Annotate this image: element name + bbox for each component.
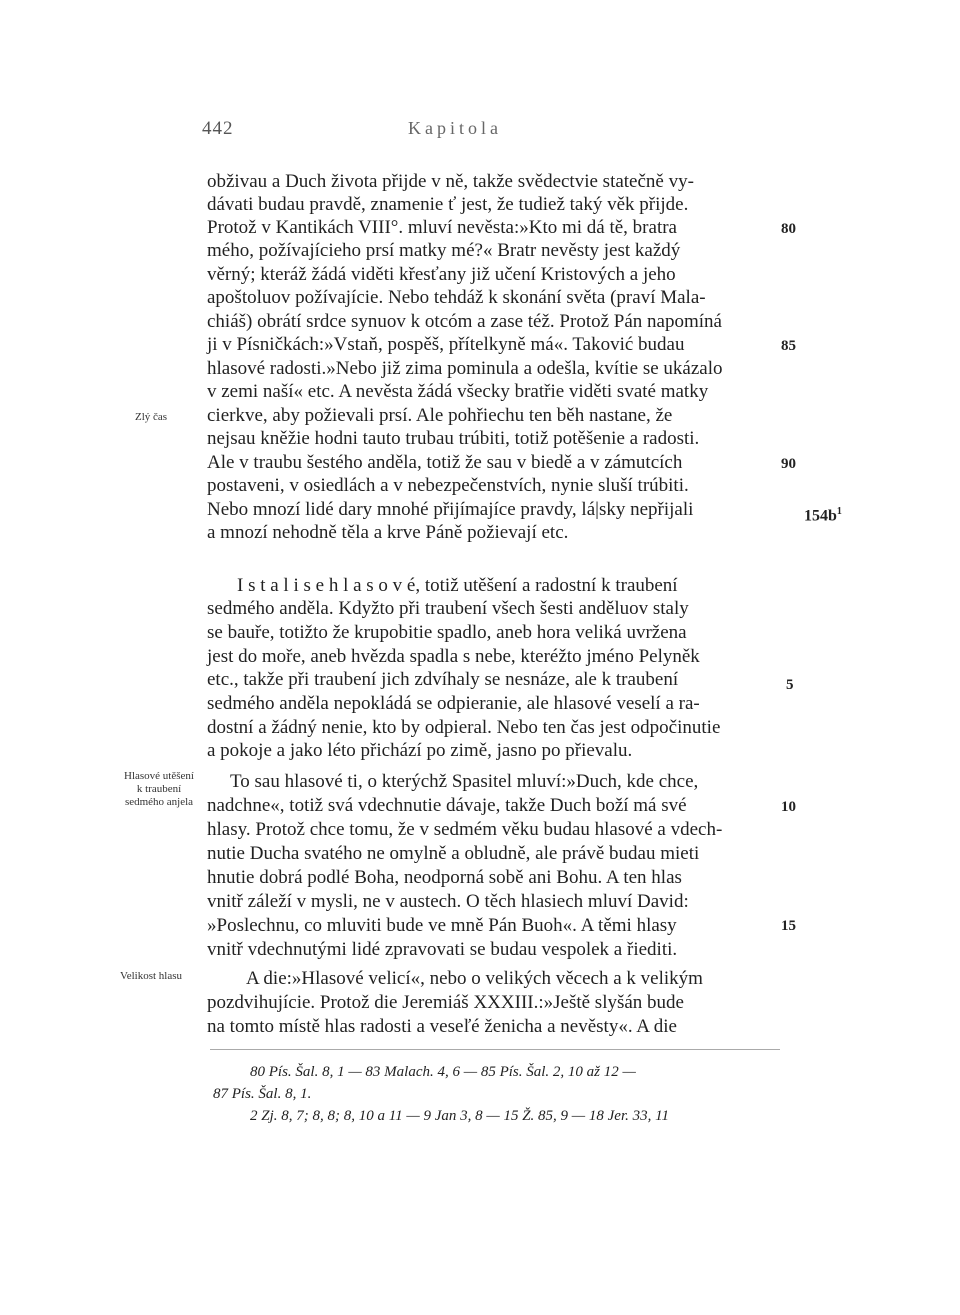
section-heading-line: I s t a l i s e h l a s o v é, totiž utěšení a radostní k traubení <box>237 575 678 596</box>
text-line: obživau a Duch života přijde v ně, takže svědectvie statečně vy- <box>207 171 694 192</box>
footnote-line: 87 Pís. Šal. 8, 1. <box>213 1086 312 1102</box>
text-line: a pokoje a jako léto přichází po zimě, jasno po přievalu. <box>207 740 633 761</box>
text-line: a mnozí nehodně těla a krve Páně požievají etc. <box>207 522 569 543</box>
margin-note-line: k traubení <box>136 783 182 795</box>
line-number: 10 <box>781 799 796 815</box>
line-number: 85 <box>781 338 796 354</box>
text-line: etc., takže při traubení jich zdvíhaly se nesnáze, ale k traubení <box>207 669 679 690</box>
text-line: apoštoluov požívajície. Nebo tehdáž k skonání světa (praví Mala- <box>207 287 706 308</box>
text-line: v zemi naší« etc. A nevěsta žádá všecky bratřie viděti svaté matky <box>207 381 709 402</box>
text-line: se bauře, totižto že krupobitie spadlo, aneb hora veliká uvržena <box>207 622 687 643</box>
text-line: jest do moře, aneb hvězda spadla s nebe, kteréžto jméno Pelyněk <box>207 646 700 667</box>
text-line: hnutie dobrá podlé Boha, neodporná sobě ani Bohu. A ten hlas <box>207 867 682 888</box>
text-line: A die:»Hlasové velicí«, nebo o velikých věcech a k velikým <box>246 968 703 989</box>
text-line: pozdvihujície. Protož die Jeremiáš XXXIII.:»Ještě slyšán bude <box>207 992 684 1013</box>
margin-note: Velikost hlasu <box>120 970 183 982</box>
text-line: nadchne«, totiž svá vdechnutie dávaje, takže Duch boží má své <box>207 795 687 816</box>
margin-note-line: sedmého anjela <box>124 796 194 808</box>
text-line: To sau hlasové ti, o kterýchž Spasitel mluví:»Duch, kde chce, <box>230 771 699 792</box>
text-line: nutie Ducha svatého ne omylně a obludně, ale právě budau mieti <box>207 843 700 864</box>
text-line: hlasové radosti.»Nebo již zima pominula a odešla, kvítie se ukázalo <box>207 358 723 379</box>
text-line: věrný; kteráž žádá viděti křesťany již učení Kristových a jeho <box>207 264 676 285</box>
text-line: vnitř vdechnutými lidé zpravovati se budau vespolek a řiediti. <box>207 939 678 960</box>
text-line: chiáš) obrátí srdce synuov k otcóm a zase též. Protož Pán napomíná <box>207 311 722 332</box>
folio-superscript: 1 <box>836 506 842 517</box>
margin-note <box>116 770 202 809</box>
text-line: »Poslechnu, co mluviti bude ve mně Pán Buoh«. A těmi hlasy <box>207 915 677 936</box>
text-line: postaveni, v osiedlách a v nebezpečenstvích, nynie sluší trúbiti. <box>207 475 689 496</box>
text-line: Nebo mnozí lidé dary mnohé přijímajíce pravdy, lá|sky nepřijali <box>207 499 694 520</box>
text-line: Protož v Kantikách VIII°. mluví nevěsta:»Kto mi dá tě, bratra <box>207 217 677 238</box>
line-number: 80 <box>781 221 796 237</box>
line-number: 15 <box>781 918 796 934</box>
text-line: sedmého anděla. Kdyžto při traubení všech šesti anděluov staly <box>207 598 689 619</box>
margin-note: Zlý čas <box>135 411 168 423</box>
footnote-line: 80 Pís. Šal. 8, 1 — 83 Malach. 4, 6 — 85 Pís. Šal. 2, 10 až 12 — <box>250 1064 636 1080</box>
text-line: sedmého anděla nepokládá se odpieranie, ale hlasové veselí a ra- <box>207 693 700 714</box>
line-number: 5 <box>786 677 794 693</box>
text-line: hlasy. Protož chce tomu, že v sedmém věku budau hlasové a vdech- <box>207 819 723 840</box>
text-line: dostní a žádný nenie, kto by odpieral. Nebo ten čas jest odpočinutie <box>207 717 721 738</box>
margin-note-line: Hlasové utěšení <box>124 770 194 782</box>
text-line: na tomto místě hlas radosti a veseľé ženicha a nevěsty«. A die <box>207 1016 677 1037</box>
line-number: 90 <box>781 456 796 472</box>
text-line: dávati budau pravdě, znamenie ť jest, že tudiež taký věk přijde. <box>207 194 689 215</box>
text-line: mého, požívajícieho prsí matky mé?« Bratr nevěsty jest každý <box>207 240 681 261</box>
text-line: nejsau kněžie hodni tauto trubau trúbiti, totiž potěšenie a radosti. <box>207 428 700 449</box>
page-number: 442 <box>202 118 234 139</box>
text-line: cierkve, aby požievali prsí. Ale pohřiechu ten běh nastane, že <box>207 405 673 426</box>
footnote-rule <box>210 1049 780 1050</box>
folio-marker <box>804 506 842 525</box>
text-line: vnitř záleží v mysli, ne v austech. O těch hlasiech mluví David: <box>207 891 689 912</box>
footnote-line: 2 Zj. 8, 7; 8, 8; 8, 10 a 11 — 9 Jan 3, 8 — 15 Ž. 85, 9 — 18 Jer. 33, 11 <box>250 1108 670 1124</box>
text-line: ji v Písničkách:»Vstaň, pospěš, přítelkyně má«. Taković budau <box>207 334 685 355</box>
running-title: Kapitola <box>408 118 502 138</box>
text-line: Ale v traubu šestého anděla, totiž že sau v biedě a v zámutcích <box>207 452 683 473</box>
folio-number: 154b <box>804 507 837 525</box>
